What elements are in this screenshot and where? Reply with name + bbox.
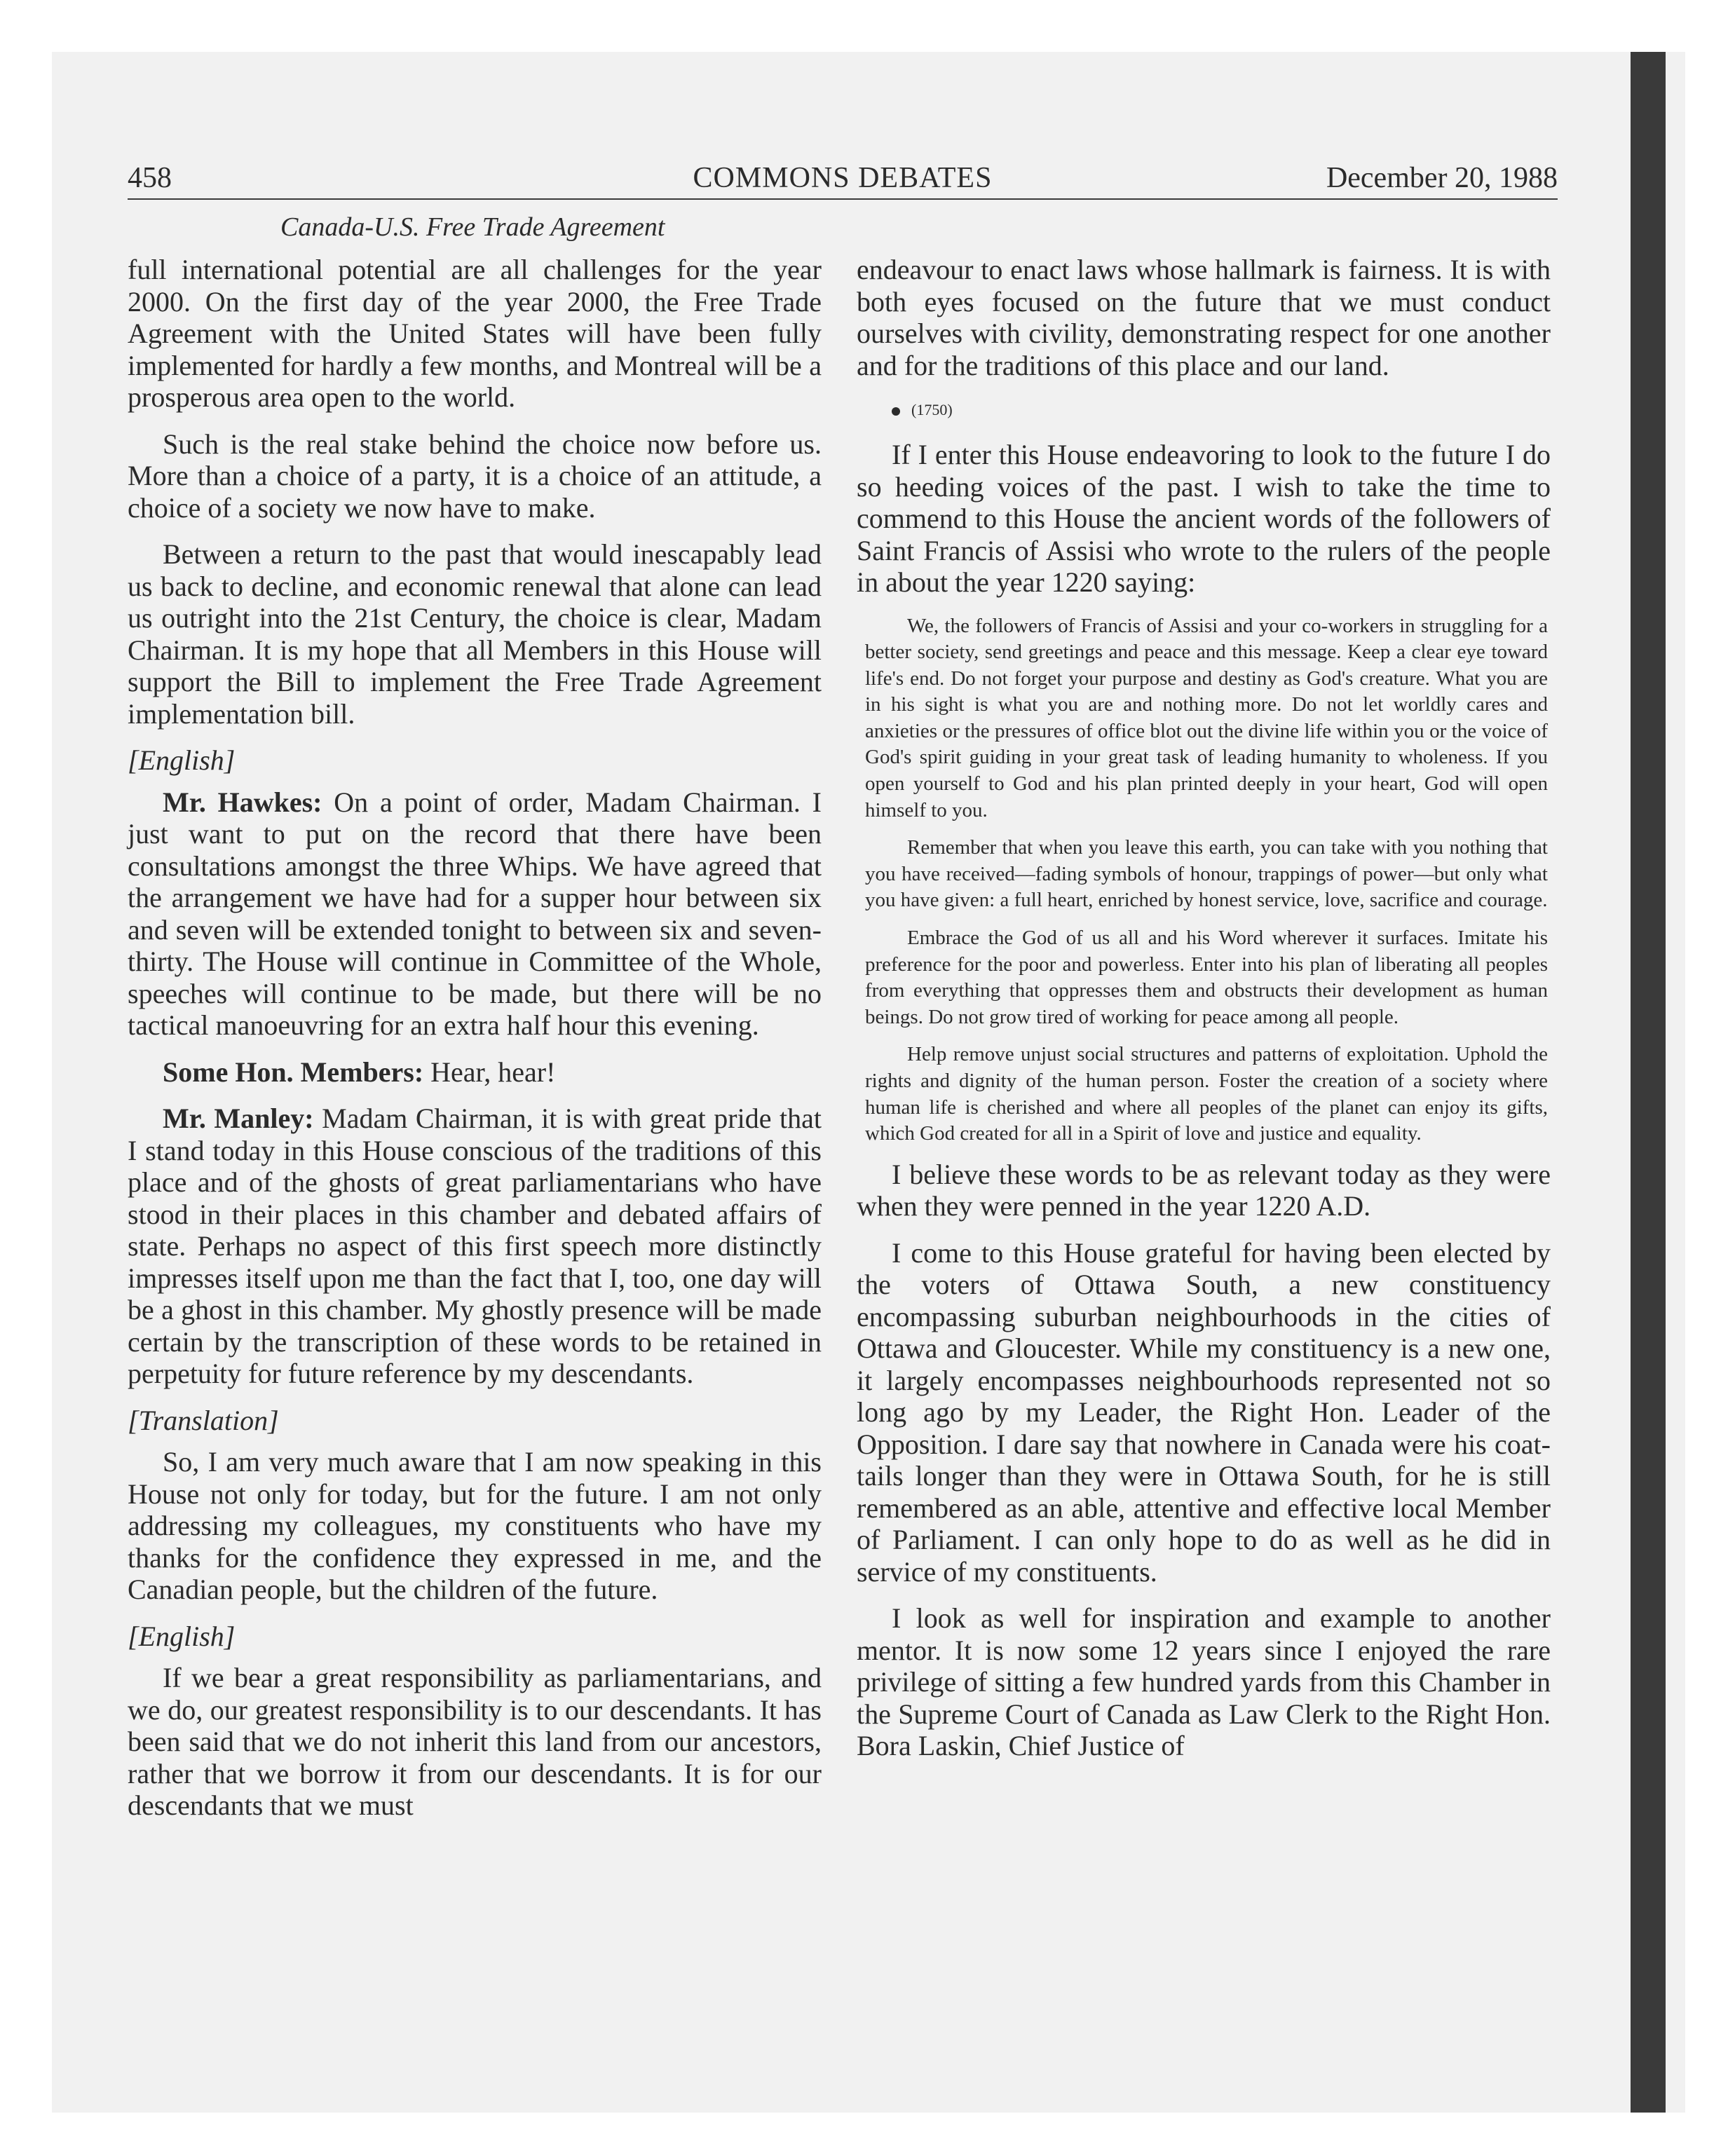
- language-marker: [English]: [128, 1620, 236, 1652]
- quote-paragraph: Remember that when you leave this earth, you can take with you nothing that you have received—fading symbols of honour, trappings of power—but only what you have given: a full heart, enriched by honest service, love, sacrifice and courage.: [865, 836, 1548, 912]
- speech-text: Madam Chairman, it is with great pride that I stand today in this House conscious of the traditions of this place and of the ghosts of great parliamentarians who have stood in their places in this chamber and debated affairs of state. Perhaps no aspect of this first speech more distinctly impresses itself upon me than the fact that I, too, one day will be a ghost in this chamber. My ghostly presence will be made certain by the transcription of these words to be retained in perpetuity for future reference by my descendants.: [128, 1103, 822, 1389]
- speech-members: [128, 1056, 822, 1089]
- paragraph: If I enter this House endeavoring to look to the future I do so heeding voices of the past. I wish to take the time to commend to this House the ancient words of the followers of Saint Francis of Assisi who wrote to the rulers of the people in about the year 1220 saying:: [857, 439, 1551, 598]
- bullet-dot-icon: [892, 407, 900, 416]
- speech-text: On a point of order, Madam Chairman. I just want to put on the record that there have been consultations amongst the three Whips. We have agreed that the arrangement we have had for a supper hour between six and seven will be extended tonight to between six and seven-thirty. The House will continue in Committee of the Whole, speeches will continue to be made, but there will be no tactical manoeuvring for an extra half hour this evening.: [128, 786, 822, 1041]
- paragraph: I believe these words to be as relevant today as they were when they were penned in the year 1220 A.D.: [857, 1158, 1551, 1222]
- paragraph: I come to this House grateful for having been elected by the voters of Ottawa South, a new constituency encompassing suburban neighbourhoods in the cities of Ottawa and Gloucester. While my constituency is a new one, it largely encompasses neighbourhoods represented not so long ago by my Leader, the Right Hon. Leader of the Opposition. I dare say that nowhere in Canada were his coat-tails longer than they were in Ottawa South, for he is still remembered as an able, attentive and effective local Member of Parliament. I can only hope to do as well as he did in service of my constituents.: [857, 1236, 1551, 1588]
- scan-edge-shadow: [1631, 52, 1666, 2113]
- speech-text: Hear, hear!: [430, 1056, 556, 1088]
- paragraph: I look as well for inspiration and example to another mentor. It is now some 12 years since I enjoyed the rare privilege of sitting a few hundred yards from this Chamber in the Supreme Court of Canada as Law Clerk to the Right Hon. Bora Laskin, Chief Justice of: [857, 1602, 1551, 1762]
- header-rule: [128, 198, 1558, 200]
- publication-title: COMMONS DEBATES: [693, 162, 993, 194]
- block-quote: [857, 613, 1551, 1147]
- timestamp: [857, 396, 1551, 424]
- quote-paragraph: Help remove unjust social structures and patterns of exploitation. Uphold the rights and dignity of the human person. Foster the creation of a society where human life is cherished and where all peoples of the planet can enjoy its gifts, which God created for all in a Spirit of love and justice and equality.: [865, 1043, 1548, 1145]
- paragraph: Between a return to the past that would inescapably lead us back to decline, and economic renewal that alone can lead us outright into the 21st Century, the choice is clear, Madam Chairman. It is my hope that all Members in this House will support the Bill to implement the Free Trade Agreement implementation bill.: [128, 538, 822, 730]
- quote-paragraph: Embrace the God of us all and his Word wherever it surfaces. Imitate his preference for the poor and powerless. Enter into his plan of liberating all peoples from everything that oppresses them and obstructs their development as human beings. Do not grow tired of working for peace among all people.: [865, 927, 1548, 1028]
- paragraph: So, I am very much aware that I am now speaking in this House not only for today, but for the future. I am not only addressing my colleagues, my constituents who have my thanks for the confidence they expressed in me, and the Canadian people, but the children of the future.: [128, 1446, 822, 1605]
- left-column: [128, 254, 822, 1836]
- speaker-name: Mr. Manley:: [163, 1103, 314, 1134]
- paragraph: If we bear a great responsibility as parliamentarians, and we do, our greatest responsibility is to our descendants. It has been said that we do not inherit this land from our ancestors, rather that we borrow it from our descendants. It is for our descendants that we must: [128, 1662, 822, 1821]
- paragraph: Such is the real stake behind the choice now before us. More than a choice of a party, it is a choice of an attitude, a choice of a society we now have to make.: [128, 428, 822, 524]
- language-marker: [English]: [128, 744, 236, 776]
- page-number: 458: [128, 162, 172, 194]
- quote-paragraph: We, the followers of Francis of Assisi and your co-workers in struggling for a better society, send greetings and peace and this message. Keep a clear eye toward life's end. Do not forget your purpose and destiny as God's creature. What you are in his sight is what you are and nothing more. Do not let worldly cares and anxieties or the pressures of office blot out the divine life within you or the voice of God's spirit guiding in your great task of leading humanity to wholeness. If you open yourself to God and his plan printed deeply in your heart, God will open himself to you.: [865, 614, 1548, 821]
- language-marker: [Translation]: [128, 1404, 279, 1436]
- paragraph: endeavour to enact laws whose hallmark is fairness. It is with both eyes focused on the future that we must conduct ourselves with civility, demonstrating respect for one another and for the traditions of this place and our land.: [857, 254, 1551, 381]
- page-header: [128, 160, 1558, 196]
- page-date: December 20, 1988: [1326, 162, 1558, 194]
- paragraph: full international potential are all challenges for the year 2000. On the first day of the year 2000, the Free Trade Agreement with the United States will have been fully implemented for hardly a few months, and Montreal will be a prosperous area open to the world.: [128, 254, 822, 413]
- speech-hawkes: [128, 786, 822, 1042]
- speaker-name: Some Hon. Members:: [163, 1056, 424, 1088]
- speech-manley: [128, 1103, 822, 1390]
- timestamp-text: (1750): [911, 401, 953, 418]
- right-column: [857, 254, 1551, 1777]
- speaker-name: Mr. Hawkes:: [163, 786, 322, 818]
- section-subheading: Canada-U.S. Free Trade Agreement: [280, 212, 665, 242]
